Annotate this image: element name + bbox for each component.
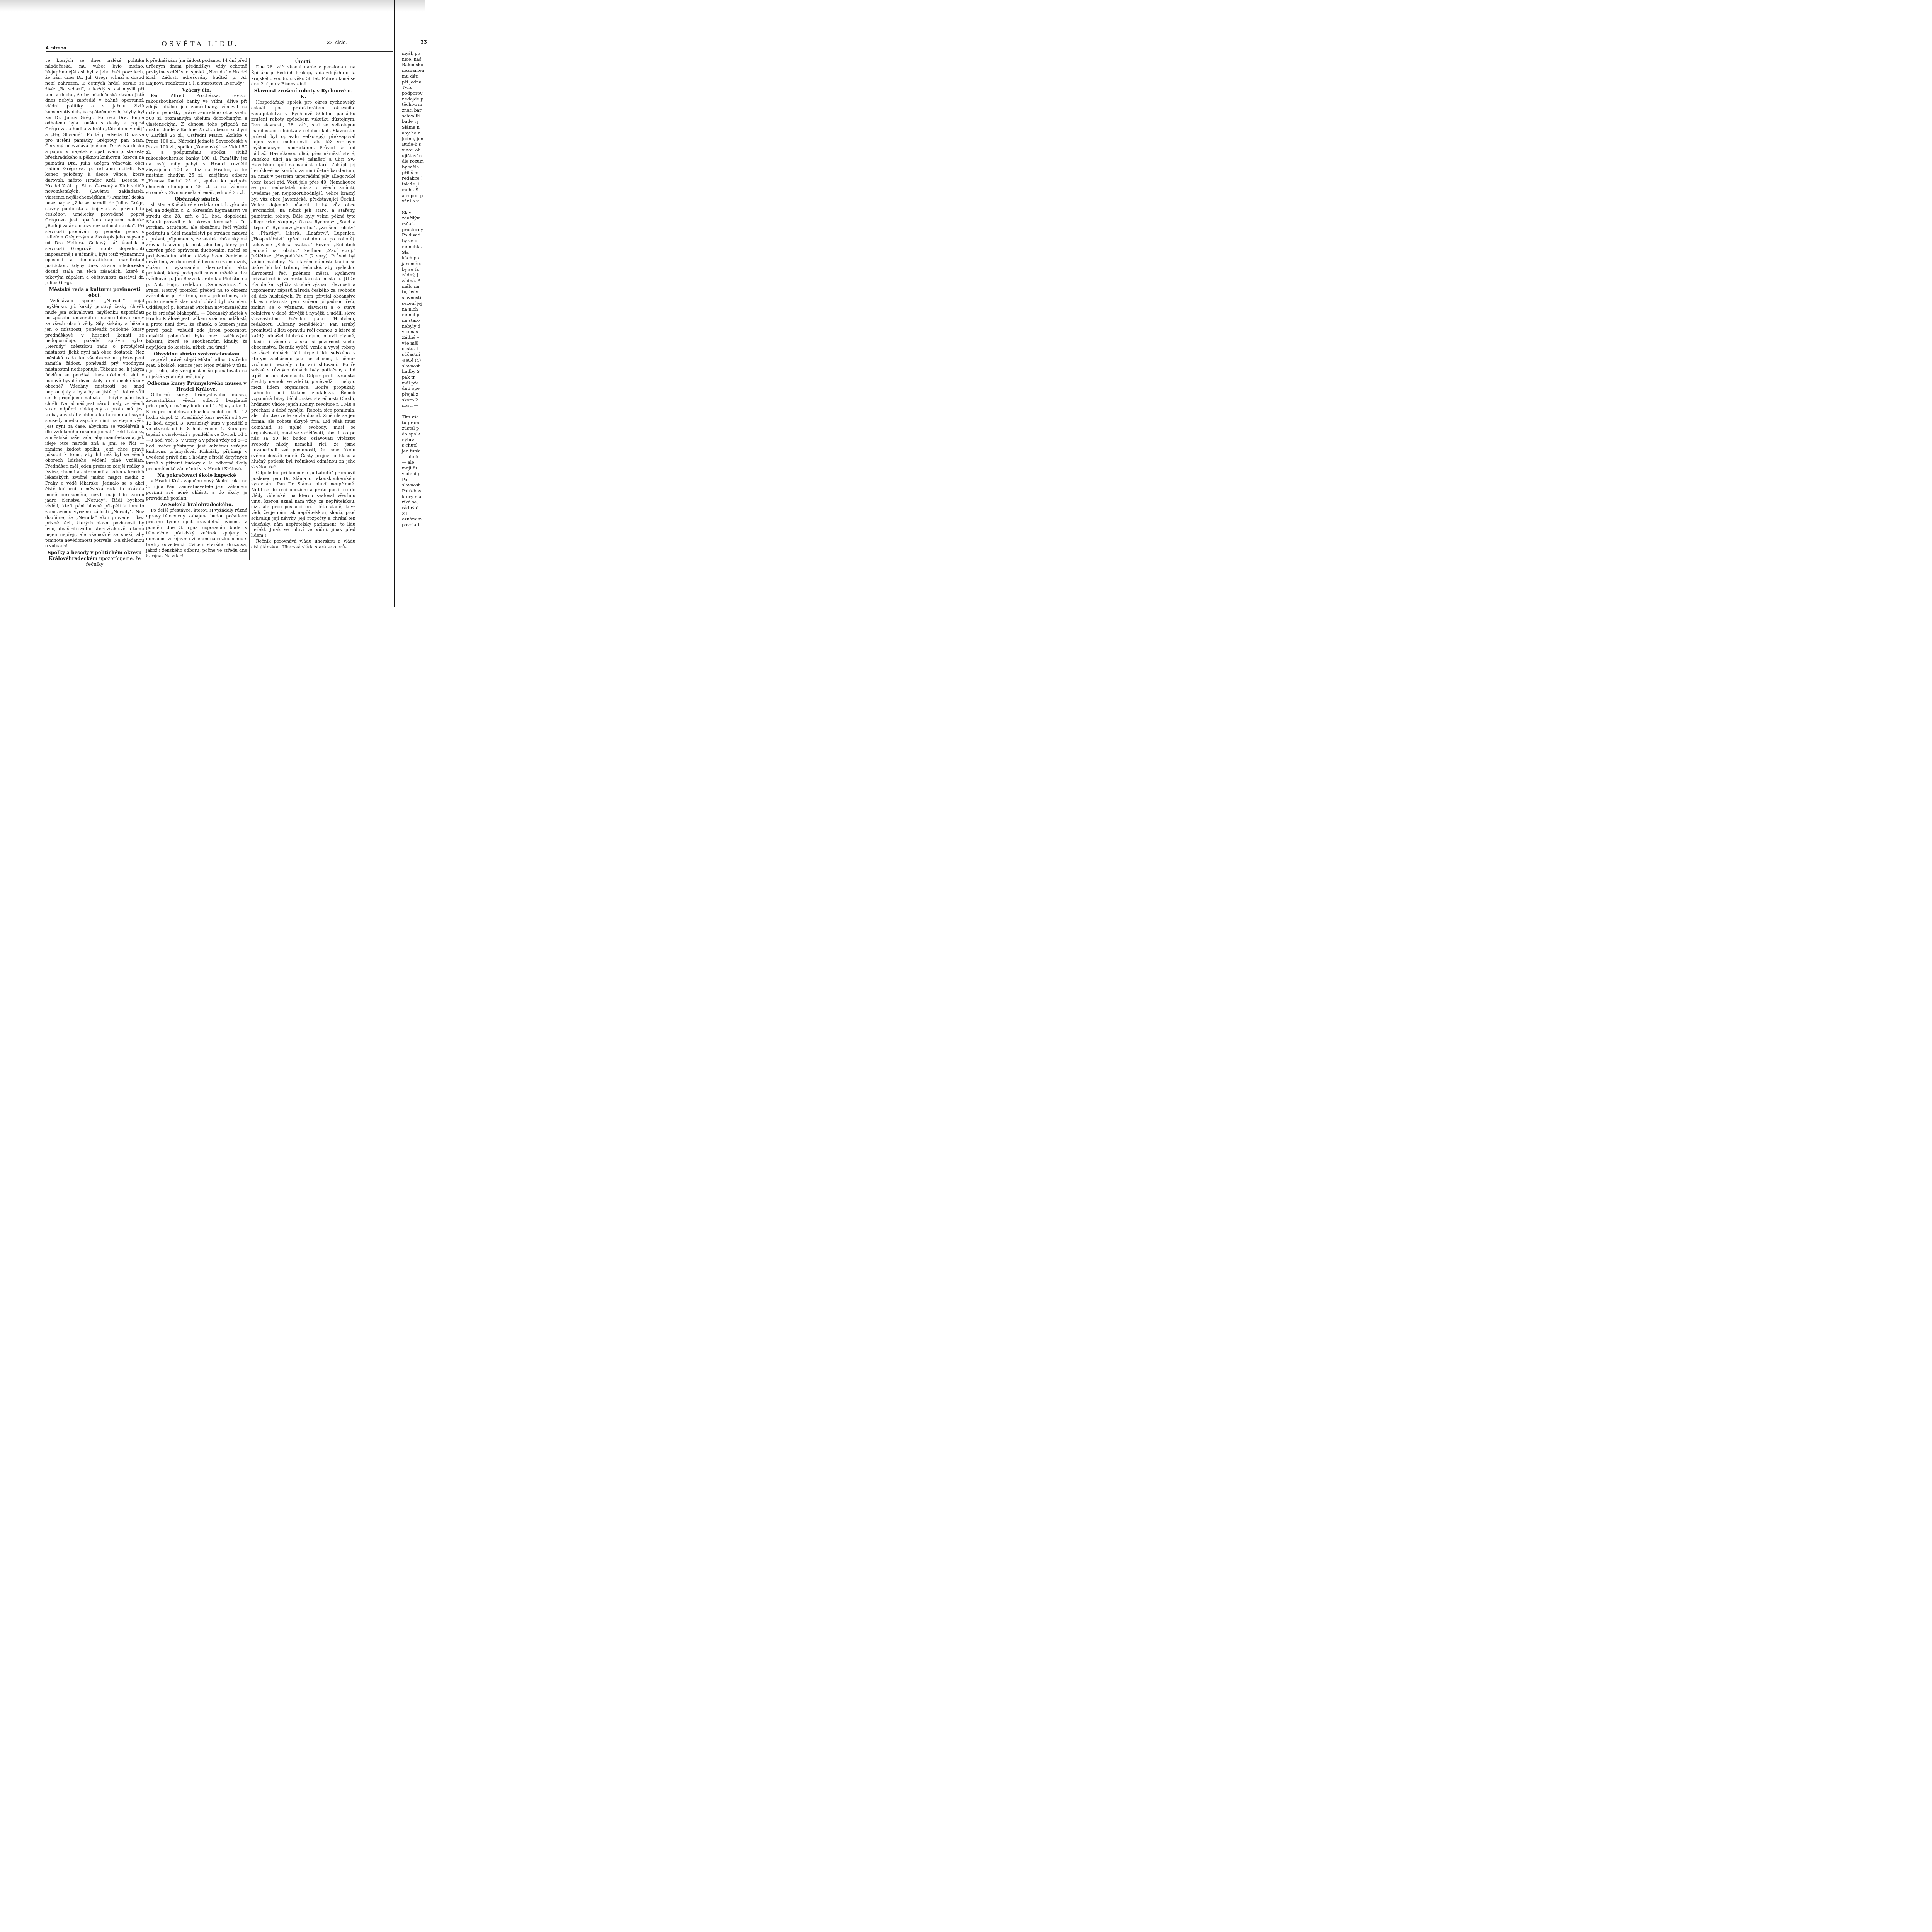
article-paragraph: započal právě zdejší Místní odbor Ústřední Mat. Školské. Matice jest letos zvláště v tísni, i je třeba, aby veřejnost naše pamatovala na ni ještě vydatněji než jindy. — [146, 357, 247, 379]
heading-text: Spolky a besedy v politickém okresu Královéhradeckém — [48, 550, 142, 561]
adjacent-page-line: Slav — [402, 210, 412, 215]
adjacent-page-line: slavnost — [402, 483, 420, 488]
article-paragraph: Vzdělávací spolek „Neruda“ pojal myšlénku, již každý poctivý český člověk může jen schvalovati, myšlénku uspořádati po způsobu universitní extense lidové kursy ze všech oborů vědy. Síly získány a běželo jen o místnosti; poněvadž podobné kursy přednáškové v hostinci konati se nedoporučuje, požádal správní výbor „Nerudy“ městskou radu o propůjčení místností, jichž nyní má obec dostatek. Než městská rada ku všeobecnému překvapení zamítla žádost, poněvadž prý vhodnými místnostmi nedisponuje. Tážeme se, k jakým účelům se používá dnes učebních síní v budově bývalé dívčí školy a chlapecké školy obecné? Všechny místnosti se snad nepronajaly a byla by se jistě při dobré vůli síň k propůjčení nalezla — kdyby páni byli chtěli. Národ náš jest národ malý, ze všech stran odpůrci obklopený a proto má jest třeba, aby stál v ohledu kulturním nad svými sousedy anebo aspoň s nimi na stejné výši. Jest nyní na čase, abychom se vzdělávali a dle vzdělaného rozumu jednali“ řekl Palacký, a městská naše rada, aby manifestovala, jak ideje otce naroda zná a jimi se řídí — zamítne žádost spolku, jenž chce právě působit k tomu, aby lid náš byl ve všech oborech lidského vědění plně vzdělán. Přednášeti měl jeden profesor zdejší reálky o fysice, chemii a astronomii a jeden v kruzích lékařských zvučné jméno mající medik z Prahy o védě lékařské. Jednalo se o akci čistě kulturní a městská rada ta ukázala méně porozumění, než-li mají lidé tvořící jádro členstva „Nerudy“. Rádi bychom věděli, kteří páni hlavně přispěli k tomuto zamítavému vyřízení žádosti „Nerudy“. Než doufáme, že „Neruda“ akci provede i bez přízně těch, kterých hlavní povinností by bylo, aby šířili světlo, kteří však světlu tomu nejen nepřejí, ale všemožně se snaží, aby temnota nevědomosti potrvala. Na shledanou o volbách! — [45, 298, 144, 549]
adjacent-page-line: mohl. Š — [402, 187, 418, 192]
article-paragraph: v Hradci Král. započne nový školní rok dne 3. října Páni zaměstnavatelé jsou zákonem povinni své učně ohlásiti a do školy je pravidelně posílati. — [146, 478, 247, 501]
adjacent-page-line: s chutí — [402, 443, 417, 448]
adjacent-page-line: neměl p — [402, 312, 420, 318]
adjacent-page-line: vání a v — [402, 199, 419, 204]
adjacent-page-line: jaroměřs — [402, 261, 422, 266]
adjacent-page-line: Rakousko — [402, 62, 423, 68]
scan-border — [0, 0, 425, 12]
article-heading: Městská rada a kulturní povinnosti obcí. — [49, 287, 141, 298]
adjacent-page-number: 33 — [420, 39, 427, 45]
article-paragraph: Odpoledne při koncertě „u Labutě“ promluvil poslanec pan Dr. Sláma o rakouskouherském vyrovnání. Pan Dr. Sláma mluvil neupřímně. Nutil se do řeči opoziční a proto pustil se do vlády vídeňské, na kterou svaloval všechnu vinu, kterou uznal nám vždy za nepřátelskou, cizí, ale proč poslanci čeští této vládě, když vědí, že je nám tak nepřátelskou, slouží, proč schvalují její návrhy, její rozpočty a chrání ten vídeňský, nám nepřátelský parlament, to lidu neřekl. Jinak se mluví ve Vídni, jinak před lidem.! — [251, 470, 355, 538]
article-heading: Ze Sokola kralohradeckého. — [160, 502, 233, 508]
adjacent-page-line: Sla — [402, 250, 409, 255]
adjacent-page-line: podporov — [402, 90, 423, 96]
adjacent-page-line: žádná. A — [402, 278, 421, 283]
adjacent-page-line: mu dáti — [402, 73, 419, 79]
adjacent-page-line: Tvrz — [402, 85, 412, 90]
adjacent-page-line: zůstal p — [402, 426, 419, 431]
column-1 — [45, 58, 144, 567]
adjacent-page-line: znati bar — [402, 108, 422, 113]
adjacent-page-line: schválili — [402, 113, 420, 119]
adjacent-page-line: Po — [402, 477, 407, 482]
adjacent-page-line: měl pře — [402, 380, 419, 386]
adjacent-page-line: žádný, j — [402, 272, 418, 278]
article-heading: Obvyklou sbírku svatováclavskou — [153, 351, 240, 357]
article-paragraph: k přednáškám (na žádost podanou 14 dní před určeným dnem přednášky), vždy ochotně poskytne vzdělávací spolek „Neruda“ v Hradci Král. Žádosti adresovány buďtež p. Al. Hajnovi, redaktoru t. l. a starostovi „Nerudy“. — [146, 58, 247, 86]
adjacent-page-line: na nich — [402, 306, 418, 312]
adjacent-page-line: redakce.) — [402, 176, 423, 181]
adjacent-page-line: tu, byly — [402, 289, 418, 295]
adjacent-page-line: pak tr — [402, 374, 415, 380]
page-number: 4. strana. — [46, 45, 68, 51]
adjacent-page-line: dle rozum — [402, 159, 424, 164]
issue-number: 32. číslo. — [327, 39, 347, 45]
adjacent-page-line: aby ho n — [402, 130, 421, 136]
adjacent-page-line: hudby S — [402, 369, 420, 374]
column-divider — [249, 58, 250, 560]
adjacent-page-line: do spolk — [402, 431, 420, 437]
adjacent-page-line: by se u — [402, 238, 418, 244]
adjacent-page-line: nebyly d — [402, 323, 420, 329]
adjacent-page-line: příliš m — [402, 170, 419, 175]
adjacent-page-line: Žádné v — [402, 335, 420, 340]
adjacent-page-line: nemohla. — [402, 244, 422, 249]
adjacent-page-line: slavnosti — [402, 295, 422, 301]
adjacent-page-fragment — [396, 0, 425, 607]
adjacent-page-line: povolati — [402, 522, 420, 528]
adjacent-page-line: vše nas — [402, 329, 418, 335]
adjacent-page-line: Potřebov — [402, 488, 422, 493]
adjacent-page-line: vinou ob — [402, 147, 421, 153]
article-heading — [45, 550, 144, 567]
adjacent-page-line: slavnost — [402, 363, 420, 369]
adjacent-page-line: nedojde p — [402, 96, 423, 102]
adjacent-page-line: nice, naš — [402, 56, 422, 62]
adjacent-page-line: nýbrž — [402, 437, 414, 442]
article-paragraph: sl. Marie Koštálové a redaktora t. l. vykonán byl na zdejším c. k. okresním hejtmanství ve středu dne 28. září o 11. hod. dopolední. Sňatek provedl c. k. okresní komisař p. Ot. Pirchan. Stručnou, ale obsažnou řečí vyložil podstatu a účel manželství po stránce mravní a právní, připomenuv, že sňatek občanský má zrovna takovou platnost jako ten, který jest uzavřen před správcem duchovním, načež se podpisováním oddací otázky řízení ženicho a nevěstina, že dobrovolně berou se za manžely, složen o vykonaném slavnostním aktu protokol, který podepsali novomanželé a dva svědkové: p. Jan Bezvoda, rolník v Plotištích a p. Ant. Hajn, redaktor „Samostatnosti“ v Praze. Hotový protokol přečetl na to okresní zvěrolékař p. Fridrich, čímž jednoduchý, ale proto neméně slavnostní obřad byl ukončen. Oddávající p. komisař Pirchan novomanželům po té srdečně blahopřál. — Občanský sňatek v Hradci Králové jest celkem vzácnou událostí, a proto není divu, že sňatek, o kterém jsme právě psali, vzbudil zde jistou pozornost; největší pobouření bylo mezi svíčkovými babami, které se snoubencům klnuly, že nepůjdou do kostela, nýbrž „na úřad“. — [146, 202, 247, 350]
article-paragraph: Hospodářský spolek pro okres rychnovský, oslavil pod protektorátem okresního zastupitelstva v Rychnově 50letou památku zrušení roboty způsobem vskutku důstojným. Den slavnosti, 28. září, stal se velkolepou manifestací rolnictva z celého okolí. Slavnostní průvod byl opravdu velkolepý; překvapoval nejen svou mohutností, ale též vzorným myšlenkovým uspořádáním. Průvod šel od nádraží Havlíčkovou ulicí, přes náměstí staré, Panskou ulicí na nové náměstí a ulicí Sv.-Havelskou opět na náměstí staré. Zahájili jej heroldové na koních, za nimi četné banderium, za nímž v pestrém uspořádání jely allegorické vozy, ženci atd. Vozů jelo přes 40. Nemohouce se pro nedostatek místa o všech zmíniti, uvedeme jen nejpozoruhodnější. Velice krásný byl vůz obce Javornické, představující Čechii. Velice dojemně působil druhý vůz obce Javornické, na němž jeli starci a stařeny, pamětníci roboty. Dále byly velmi pěkné tyto allegorické skupiny: Okres Rychnov: „Soud a utrpení“. Rychnov: „Honitba“, „Zrušení roboty“ a „Přástky“. Liberk: „Lnářství“. Lupenice: „Hospodářství“ (před robotou a po robotě). Lukavice: „Selská svatba.“ Roveň: „Robotník jedoucí na robotu.“ Sedlina: „Žací stroj.“ Ještětice: „Hospodářství“ (2 vozy). Průvod byl velice malebný. Na starém náměstí tísnilo se tisíce lidí kol tribuny řečnické, aby vyslechlo slavnostní řeč. Jménem města Rychnova přivítal rolnictvo místostarosta města p. JUDr. Flanderka, vylíčiv stručně význam slavnosti a vzpomenuv zápasů národa českého za svobodu od dob husitských. Po něm přivítal občanstvo okresní starosta pan Kučera připadnou řečí, zmíniv se o významu slavnosti a o stavu rolnictva v době dřívější i nynější a udělil slovo slavnostnímu řečníku panu Hrubému, redaktoru „Obrany zemědělců“. Pan Hrubý promluvil k lidu opravdu řečí cennou, z které si každý odnášel hluboký dojem, mluvil plynně, hlasitě i věcně a z skal si pozornost všeho obecenstva. Řečník vylíčil vznik a vývoj roboty ve všech dobách, líčil utrpení lidu selského, s kterým zacházeno jako se zbožím, k němuž vrchnosti neznaly citu ani slitování. Bouře selské v různých dobách byly potlačeny a lid trpěl potom dvojnásob. Odpor proti tyranství šlechty nemohl se zdařiti, poněvadž tu nebylo mezi lidem organisace. Bouře propukaly nahodile pod tlakem zoufalství. Řečník vzpomíná bitvy bělohorské, statečnosti Chodů, hrdinství vůdce jejich Kosiny, revoluce r. 1848 a přechází k době nynější. Robota sice pominula, ale rolnictvo vede se zle dosud. Změnila se jen forma, ale robota skrytě trvá. Lid však musí domáhati se úplné svobody, musí se organisovati, musí se vzdělávati, aby ti, co po nás za 50 let budou oslavovati vítězství svobody, nikdy nemohli říci, že jsme nezanedbali své povinnosti, že jsme úkolu svému dostáli řádně. Častý projev souhlasu a hlučný potlesk byl řečníkovi odměnou za jeho skvělou řeč. — [251, 100, 355, 469]
adjacent-page-line: skoro 2 — [402, 397, 418, 403]
adjacent-page-line: by se ťa — [402, 267, 419, 272]
page-header — [46, 38, 347, 51]
adjacent-page-line: — ale č — [402, 454, 418, 459]
adjacent-page-line: málo na — [402, 284, 420, 289]
article-paragraph: Pan Alfred Procházka, revisor rakouskouherské banky ve Vídni, dříve při zdejší filiálce její zaměstnaný, věnoval na uctění památky právě zemřelého otce svého 500 zl. rozmanitým účelům dobročinným a vlasteneckým. Z obnosu toho připadá na místní chudé v Karlíně 25 zl., obecní kuchyni v Karlíně 25 zl., Ústřední Matici Školské v Praze 100 zl., Národní jednotě Severočeské v Praze 100 zl., spolku „Komenský“ ve Vídni 50 zl. a podpůrnému spolku sluhů rakouskouherské banky 100 zl. Pamětliv jsa na svůj milý pobyt v Hradci rozdělil zbývajících 100 zl. též na Hradec, a to: místním chudým 25 zl., zdejšímu odboru „Husova fondu“ 25 zl., spolku ku podpoře chudých studujících 25 zl. a na vánoční stromek v Živnostensko-čtenář. jednotě 25 zl. — [146, 93, 247, 195]
adjacent-page-line: -seué (4) — [402, 357, 421, 363]
adjacent-page-line: vše měl — [402, 340, 419, 346]
adjacent-page-line: na staro — [402, 318, 420, 323]
adjacent-page-line: Z l — [402, 511, 408, 516]
adjacent-page-line: sezení jej — [402, 301, 422, 306]
page-edge — [394, 0, 395, 607]
adjacent-page-line: cestu. I — [402, 346, 418, 352]
adjacent-page-line: tu prami — [402, 420, 421, 425]
article-paragraph: Po delší přestávce, kterou si vyžádaly různé opravy tělocvičny, zahájena budou počátkem příštího týdne opět pravidelná cvičení. V pondělí due 3. října uspořádán bude v tělocvičně přátelský večírek spojený s domácím veřejným cvičením na rozloučenou s bratry odvedenci. Cvičení staršího družstva, jakož i ženského odboru, počne ve středu dne 5. října. Na zdar! — [146, 508, 247, 559]
adjacent-page-line: — ale — [402, 460, 414, 465]
adjacent-page-line: přejal z — [402, 392, 418, 397]
article-heading: Občanský sňatek — [175, 196, 219, 202]
adjacent-page-line: který ma — [402, 494, 422, 499]
adjacent-page-line: při jedná — [402, 79, 422, 85]
adjacent-page-line: ujišťován — [402, 153, 422, 158]
article-paragraph: Dne 28. září skonal náhle v pensionatu na Špičáku p. Bedřich Prokop, rada zdejšího c. k. krajského soudu, u věku 58 let. Pohřeb koná se dne 2. října v Eisensteině. — [251, 65, 355, 87]
header-rule — [46, 51, 393, 52]
masthead-title: OSVĚTA LIDU. — [162, 40, 239, 48]
adjacent-page-line: prostorný — [402, 227, 423, 232]
adjacent-page-line: alespoň p — [402, 193, 423, 198]
adjacent-page-line: tak že ji — [402, 182, 419, 187]
adjacent-page-line: zdařilým — [402, 216, 421, 221]
adjacent-page-line: oznámím — [402, 517, 422, 522]
adjacent-page-line: těchou m — [402, 102, 422, 107]
adjacent-page-line: ryša“. — [402, 221, 415, 226]
article-heading: Vzácný čin. — [182, 87, 211, 93]
article-heading: Na pokračovací škole kupecké — [157, 473, 236, 478]
article-heading: Odborné kursy Průmyslového musea v Hradci Králové. — [147, 380, 247, 392]
adjacent-page-line: sůčastní — [402, 352, 420, 357]
adjacent-page-line: myšl, po — [402, 51, 420, 56]
article-paragraph: ve kterých se dnes nalézá politika mladočeská, mu vůbec bylo možno. Nejupřímnější asi byl v jeho řeči povzdech, že nám dnes Dr. Jul. Grégr schází a dosud není nahrazen. Z četných hrdel ozvalo se živé: „Ba schází“, a každý si asi myslil při tom v duchu, že by mladočeská strana jistě dnes nebyla zabředlá v bahně oportunní, vládní politiky a v jařmu živlů konservativních, ba zpátečnických, kdyby byl živ Dr. Julius Grégr. Po řeči Dra. Engla odhalena byla rouška s desky a poprsí Grégrova, a hudba zahrála „Kde domov můj“ a „Hej Slované“. Po té předseda Družstva pro uctění památky Grégrovy pan Stan. Červený odevzdává jménem Družstva desku a poprsí v majetek a opatrování p. starosty březhradského a pěknou knihovnu, kterou na památku Dra. Julia Grégra věnovala obci rodina Grégrova, p. řídícímu učiteli. Na konec položeny k desce věnce, které darovali: město Hradec Král., Beseda v Hradci Král., p. Stan. Červený a Klub voličů novoměstských. („Svému zakladateli, vlastenci nejšlechetnějšímu.“) Pamětní deska nese nápis: „Zde se narodil dr. Julius Grégr, slavný publicista a bojovník za práva lidu českého“; umělecky provedené poprsí Grégrovo jest opatřeno nápisem nahoře: „Raději žalář a okovy než volnost otroka“. Při slavnosti prodáván byl pamětní peníz s reliefem Grégrovým a životopis jeho sepsaný od Dra Hellera. Celkový náš úsudek o slavnosti Grégrově: mohla dopadnouti imposantněji a účinněji, býti totiž významnou oposiční a demokratickou manifestací politickou, kdyby dnes strana mladočeská dosud stála na těch zásadách, které s takovým zápalem a obětovností zastával dr. Julius Grégr. — [45, 58, 144, 286]
column-3 — [251, 58, 355, 550]
adjacent-page-line: jen funk — [402, 449, 420, 454]
adjacent-page-line: neznamen — [402, 68, 425, 73]
adjacent-page-line: Po divad — [402, 233, 421, 238]
article-paragraph: Řečník porovnává vládu uherskou a vládu cislajtánskou. Uherská vláda stará se o prů- — [251, 538, 355, 549]
adjacent-page-line: Tím vša — [402, 414, 419, 420]
adjacent-page-line: by měla — [402, 165, 419, 170]
adjacent-page-line: nosti — — [402, 403, 418, 408]
column-2 — [146, 58, 247, 559]
adjacent-page-line: jedno, jen — [402, 136, 423, 141]
adjacent-page-line: Sláma n — [402, 125, 420, 130]
adjacent-page-line: řádný č — [402, 505, 418, 510]
heading-tail-text: upozorňujeme, že řečníky — [86, 556, 141, 567]
adjacent-page-line: vedení p — [402, 471, 421, 476]
article-heading: Slavnost zrušení roboty v Rychnově n. K. — [254, 88, 353, 99]
adjacent-page-line: říká se, — [402, 500, 418, 505]
adjacent-page-line: mají fu — [402, 466, 417, 471]
article-paragraph: Odborné kursy Průmyslového musea, živnostníkům všech odborů bezplatně přístupné, otevřeny budou od 1. října, a to: 1. Kurs pro modelování každou neděli od 9.—12 hodin dopol. 2. Kreslířský kurs neděli od 9.—12 hod. dopol. 3. Kreslířský kurs v pondělí a ve čtvrtek od 6—8 hod. večer. 4. Kurs pro tepání a ciselování v pondělí a ve čtvrtek od 6—8 hod. več. 5. V úterý a v pátek vždy od 6—8 hod. večer přístupna jest každému veřejná knihovna průmyslová. Přihlášky přijímají v uvedené právě dni a hodiny učitelé dotyčných kursů v přízemí budovy c. k. odborné školy pro umělecké zámečnictví v Hradci Králové. — [146, 392, 247, 471]
article-heading: Úmrtí. — [295, 59, 312, 64]
adjacent-page-line: dáti ope — [402, 386, 420, 391]
adjacent-page-line: bude vy — [402, 119, 419, 124]
adjacent-page-line: kách po — [402, 255, 419, 261]
adjacent-page-line: Bude-li s — [402, 142, 421, 147]
